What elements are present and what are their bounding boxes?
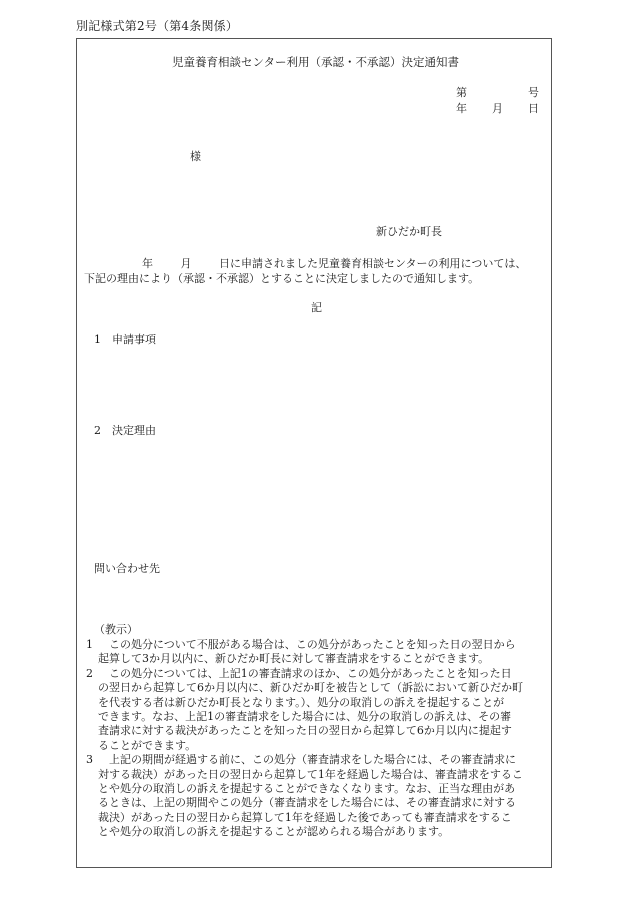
number-suffix: 号 — [528, 86, 539, 99]
section-application-items: 1 申請事項 — [94, 333, 156, 346]
number-prefix: 第 — [456, 86, 467, 99]
note-line: 上記の期間が経過する前に、この処分（審査請求をした場合には、その審査請求に — [109, 753, 516, 767]
document-title: 児童養育相談センター利用（承認・不承認）決定通知書 — [172, 55, 460, 69]
body-rest-text: 日に申請されました児童養育相談センターの利用については、 — [219, 257, 527, 270]
note-line: を代表する者は新ひだか町長となります。）、処分の取消しの訴えを提起することが — [98, 695, 505, 709]
note-line: 裁決）があった日の翌日から起算して1年を経過した後であっても審査請求をするこ — [98, 810, 512, 824]
note-line: できます。なお、上記1の審査請求をした場合には、処分の取消しの訴えは、その審 — [98, 710, 512, 724]
note-number: 2 — [86, 666, 93, 680]
note-line: 起算して3か月以内に、新ひだか町長に対して審査請求をすることができます。 — [98, 652, 490, 666]
date-year-label: 年 — [456, 102, 467, 115]
date-month-label: 月 — [492, 102, 503, 115]
form-number-label: 別記様式第2号（第4条関係） — [76, 19, 239, 33]
section-decision-reason: 2 決定理由 — [94, 424, 156, 437]
instruction-note — [84, 667, 546, 753]
instruction-notes — [84, 638, 546, 840]
date-day-label: 日 — [528, 102, 539, 115]
note-line: 対する裁決）があった日の翌日から起算して1年を経過した場合は、審査請求をするこ — [98, 767, 523, 781]
section-contact: 問い合わせ先 — [94, 562, 160, 575]
note-number: 3 — [86, 753, 93, 767]
instruction-note — [84, 638, 546, 667]
note-line: とや処分の取消しの訴えを提起することが認められる場合があります。 — [98, 825, 450, 839]
note-line: とや処分の取消しの訴えを提起することができなくなります。なお、正当な理由があ — [98, 782, 516, 796]
note-line: の翌日から起算して6か月以内に、新ひだか町を被告として（訴訟において新ひだか町 — [98, 681, 523, 695]
note-line: ることができます。 — [98, 738, 197, 752]
note-line: るときは、上記の期間やこの処分（審査請求をした場合には、その審査請求に対する — [98, 796, 516, 810]
note-line: この処分については、上記1の審査請求のほか、この処分があったことを知った日 — [109, 666, 512, 680]
body-text-line1 — [142, 258, 526, 269]
instruction-heading: （教示） — [94, 623, 138, 636]
issuer-name: 新ひだか町長 — [376, 225, 442, 238]
note-line: 査請求に対する裁決があったことを知った日の翌日から起算して6か月以内に提起す — [98, 724, 512, 738]
ki-heading: 記 — [311, 301, 322, 314]
instruction-note — [84, 753, 546, 839]
body-text-line2: 下記の理由により（承認・不承認）とすることに決定しましたので通知します。 — [84, 272, 480, 285]
note-line: この処分について不服がある場合は、この処分があったことを知った日の翌日から — [109, 638, 516, 651]
body-year-label: 年 — [142, 257, 153, 270]
addressee-honorific: 様 — [190, 150, 201, 163]
note-number: 1 — [86, 638, 93, 651]
body-month-label: 月 — [180, 257, 192, 270]
